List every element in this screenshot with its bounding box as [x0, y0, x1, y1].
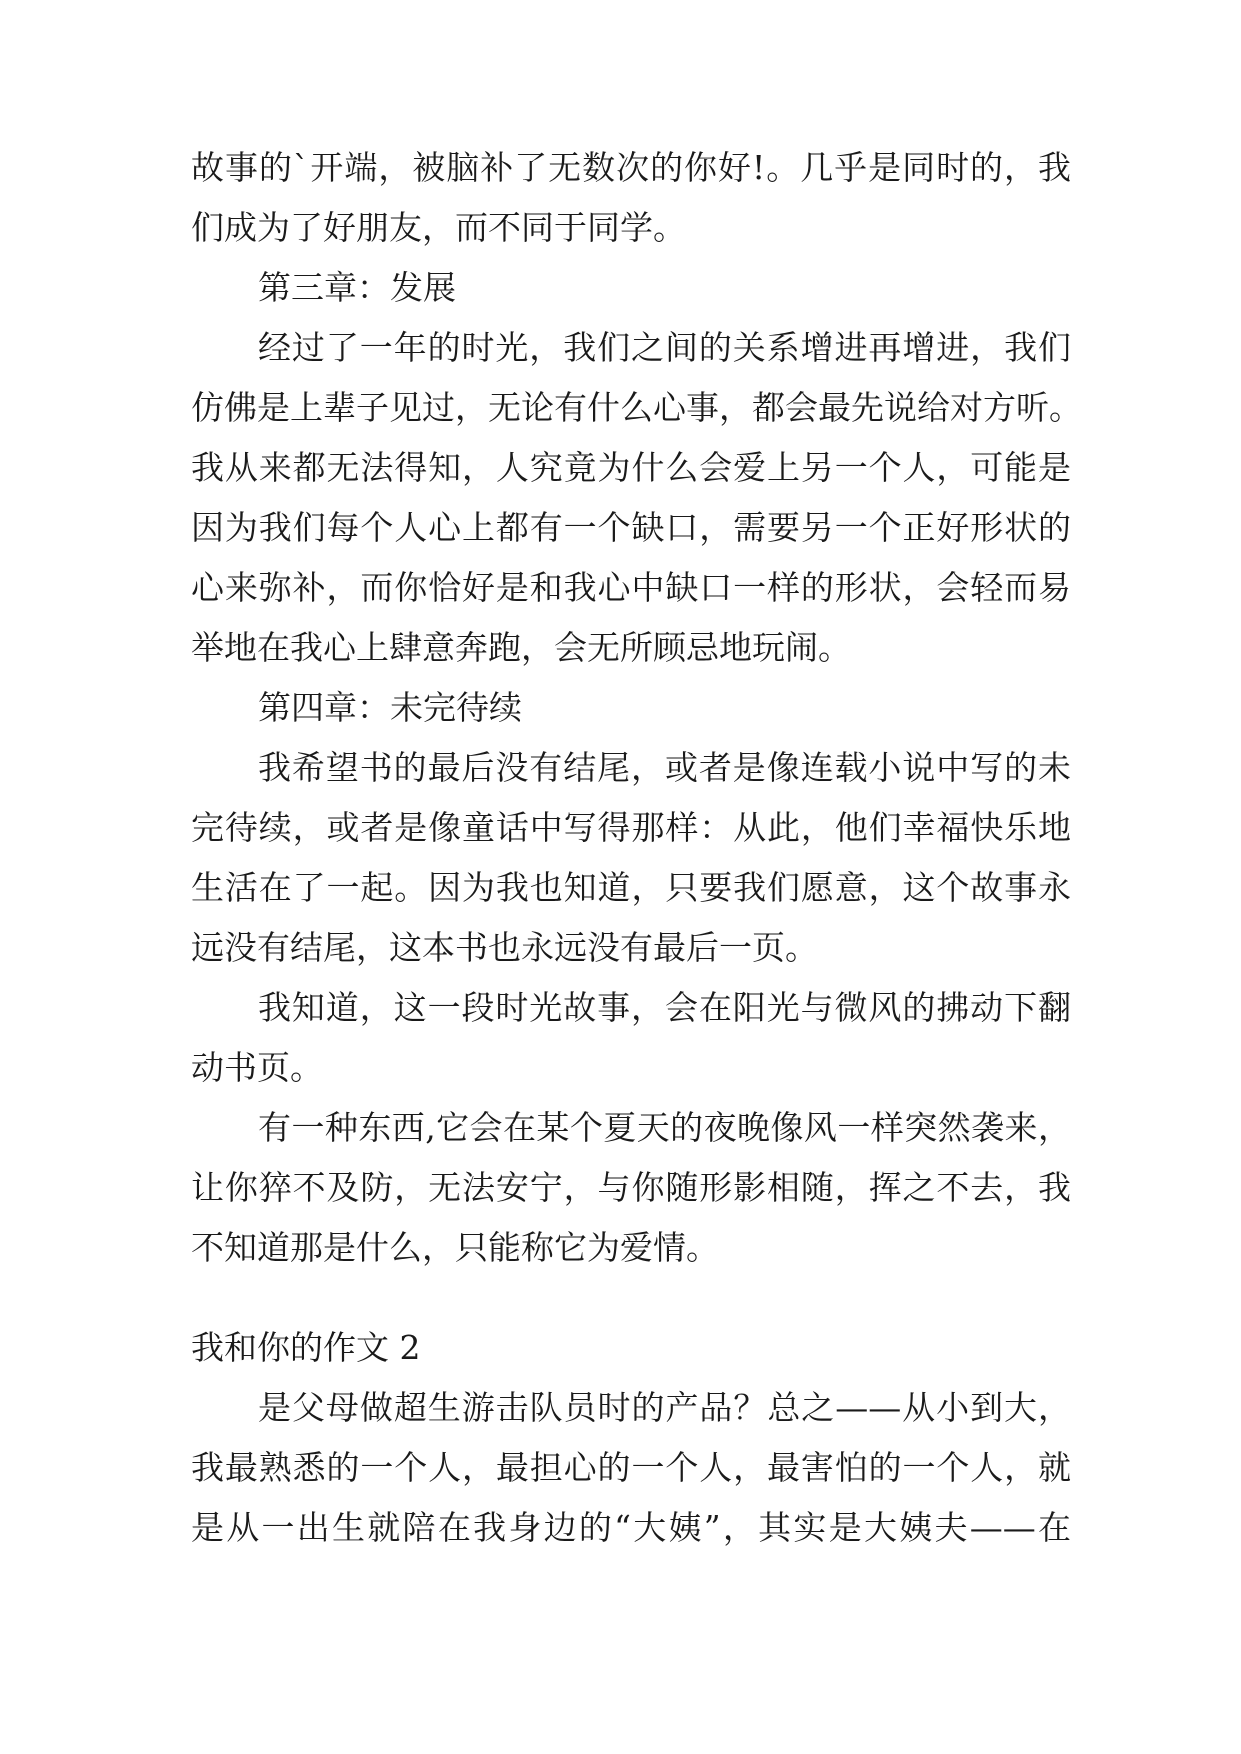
text-line: 动书页。	[191, 1048, 323, 1087]
text-line: 心来弥补，而你恰好是和我心中缺口一样的形状，会轻而易	[191, 568, 1071, 607]
text-line: 有一种东西,它会在某个夏天的夜晚像风一样突然袭来，	[258, 1108, 1071, 1147]
text-line: 们成为了好朋友，而不同于同学。	[191, 208, 686, 247]
text-line: 经过了一年的时光，我们之间的关系增进再增进，我们	[258, 328, 1071, 367]
text-line: 仿佛是上辈子见过，无论有什么心事，都会最先说给对方听。	[191, 388, 1082, 427]
text-line: 是从一出生就陪在我身边的“大姨”，其实是大姨夫——在	[191, 1508, 1071, 1547]
text-line: 因为我们每个人心上都有一个缺口，需要另一个正好形状的	[191, 508, 1071, 547]
text-line: 举地在我心上肆意奔跑，会无所顾忌地玩闹。	[191, 628, 851, 667]
text-line: 让你猝不及防，无法安宁，与你随形影相随，挥之不去，我	[191, 1168, 1071, 1207]
text-line: 我从来都无法得知，人究竟为什么会爱上另一个人，可能是	[191, 448, 1071, 487]
text-line: 故事的`开端，被脑补了无数次的你好!。几乎是同时的，我	[191, 148, 1071, 187]
chapter-heading: 第四章：未完待续	[258, 688, 522, 727]
text-line: 是父母做超生游击队员时的产品？总之——从小到大，	[258, 1388, 1071, 1427]
text-line: 远没有结尾，这本书也永远没有最后一页。	[191, 928, 818, 967]
text-line: 我最熟悉的一个人，最担心的一个人，最害怕的一个人，就	[191, 1448, 1071, 1487]
chapter-heading: 第三章：发展	[258, 268, 456, 307]
text-line: 生活在了一起。因为我也知道，只要我们愿意，这个故事永	[191, 868, 1071, 907]
text-line: 完待续，或者是像童话中写得那样：从此，他们幸福快乐地	[191, 808, 1071, 847]
text-line: 我希望书的最后没有结尾，或者是像连载小说中写的未	[258, 748, 1071, 787]
text-line: 不知道那是什么，只能称它为爱情。	[191, 1228, 719, 1267]
text-line: 我知道，这一段时光故事，会在阳光与微风的拂动下翻	[258, 988, 1071, 1027]
essay-title: 我和你的作文 2	[191, 1328, 421, 1367]
